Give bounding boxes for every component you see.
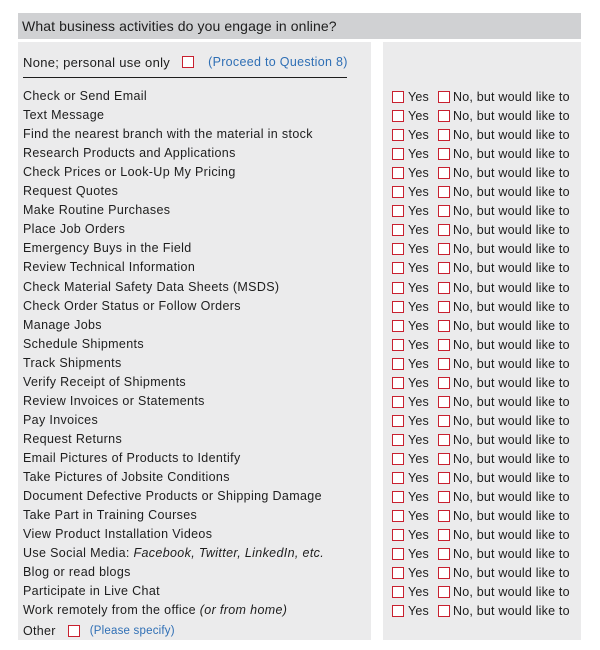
activity-text: Check Prices or Look-Up My Pricing — [23, 165, 236, 179]
no-checkbox[interactable] — [438, 472, 450, 484]
no-checkbox[interactable] — [438, 396, 450, 408]
specify-note: (Please specify) — [89, 625, 175, 637]
activity-label — [23, 125, 313, 144]
no-checkbox[interactable] — [438, 110, 450, 122]
activity-text: Research Products and Applications — [23, 146, 236, 160]
no-checkbox[interactable] — [438, 320, 450, 332]
yes-checkbox[interactable] — [392, 110, 404, 122]
answer-options — [392, 316, 570, 335]
no-checkbox[interactable] — [438, 243, 450, 255]
no-label: No, but would like to — [453, 489, 570, 504]
yes-checkbox[interactable] — [392, 262, 404, 274]
activity-text: Take Pictures of Jobsite Conditions — [23, 470, 230, 484]
yes-label: Yes — [408, 546, 429, 561]
yes-label: Yes — [408, 527, 429, 542]
no-label: No, but would like to — [453, 165, 570, 180]
yes-checkbox[interactable] — [392, 148, 404, 160]
answer-options — [392, 449, 570, 468]
no-checkbox[interactable] — [438, 358, 450, 370]
yes-label: Yes — [408, 146, 429, 161]
no-label: No, but would like to — [453, 603, 570, 618]
no-checkbox[interactable] — [438, 148, 450, 160]
no-checkbox[interactable] — [438, 453, 450, 465]
divider-line — [23, 77, 347, 78]
yes-checkbox[interactable] — [392, 586, 404, 598]
activity-label — [23, 220, 125, 239]
answer-options — [392, 144, 570, 163]
answer-options — [392, 297, 570, 316]
yes-label: Yes — [408, 299, 429, 314]
activity-text: Schedule Shipments — [23, 337, 144, 351]
yes-label: Yes — [408, 470, 429, 485]
no-label: No, but would like to — [453, 394, 570, 409]
yes-checkbox[interactable] — [392, 415, 404, 427]
yes-checkbox[interactable] — [392, 186, 404, 198]
answer-options — [392, 487, 570, 506]
no-checkbox[interactable] — [438, 167, 450, 179]
yes-label: Yes — [408, 108, 429, 123]
activity-text: Take Part in Training Courses — [23, 508, 198, 522]
yes-checkbox[interactable] — [392, 548, 404, 560]
no-checkbox[interactable] — [438, 91, 450, 103]
no-label: No, but would like to — [453, 318, 570, 333]
answer-options — [392, 468, 570, 487]
activity-text: Email Pictures of Products to Identify — [23, 451, 241, 465]
activity-text-italic: (or from home) — [199, 603, 288, 617]
answer-options — [392, 544, 570, 563]
answer-options — [392, 506, 570, 525]
activity-text: Blog or read blogs — [23, 565, 131, 579]
activity-text: Pay Invoices — [23, 413, 99, 427]
yes-checkbox[interactable] — [392, 529, 404, 541]
activity-label — [23, 449, 241, 468]
yes-checkbox[interactable] — [392, 91, 404, 103]
no-label: No, but would like to — [453, 584, 570, 599]
yes-label: Yes — [408, 394, 429, 409]
activity-label — [23, 163, 236, 182]
yes-checkbox[interactable] — [392, 472, 404, 484]
activity-text: Text Message — [23, 108, 105, 122]
no-checkbox[interactable] — [438, 224, 450, 236]
activity-label — [23, 182, 118, 201]
activity-text: Verify Receipt of Shipments — [23, 375, 186, 389]
activity-text: Manage Jobs — [23, 318, 102, 332]
no-checkbox[interactable] — [438, 282, 450, 294]
other-option-label: Other — [23, 624, 56, 638]
activity-text: Participate in Live Chat — [23, 584, 160, 598]
yes-label: Yes — [408, 241, 429, 256]
no-label: No, but would like to — [453, 146, 570, 161]
answer-options — [392, 335, 570, 354]
activity-label — [23, 487, 322, 506]
no-checkbox[interactable] — [438, 434, 450, 446]
activity-label — [23, 278, 279, 297]
yes-checkbox[interactable] — [392, 205, 404, 217]
yes-checkbox[interactable] — [392, 434, 404, 446]
activity-text: Check or Send Email — [23, 89, 148, 103]
no-label: No, but would like to — [453, 260, 570, 275]
proceed-note: (Proceed to Question 8) — [208, 55, 348, 69]
yes-checkbox[interactable] — [392, 567, 404, 579]
answer-options — [392, 87, 570, 106]
no-label: No, but would like to — [453, 356, 570, 371]
yes-checkbox[interactable] — [392, 605, 404, 617]
no-checkbox[interactable] — [438, 567, 450, 579]
no-checkbox[interactable] — [438, 548, 450, 560]
yes-checkbox[interactable] — [392, 396, 404, 408]
yes-checkbox[interactable] — [392, 129, 404, 141]
no-checkbox[interactable] — [438, 129, 450, 141]
activity-text: Review Invoices or Statements — [23, 394, 205, 408]
activity-label — [23, 239, 192, 258]
no-label: No, but would like to — [453, 280, 570, 295]
no-checkbox[interactable] — [438, 186, 450, 198]
no-label: No, but would like to — [453, 108, 570, 123]
answer-options — [392, 258, 570, 277]
activity-text: Track Shipments — [23, 356, 122, 370]
other-option-checkbox[interactable] — [68, 625, 80, 637]
activity-label — [23, 106, 104, 125]
no-label: No, but would like to — [453, 546, 570, 561]
none-option-row — [23, 52, 348, 72]
yes-label: Yes — [408, 203, 429, 218]
activity-text-italic: Facebook, Twitter, LinkedIn, etc. — [133, 546, 325, 560]
yes-checkbox[interactable] — [392, 491, 404, 503]
yes-label: Yes — [408, 413, 429, 428]
no-label: No, but would like to — [453, 527, 570, 542]
activity-label — [23, 316, 102, 335]
yes-checkbox[interactable] — [392, 224, 404, 236]
activity-text: Review Technical Information — [23, 260, 196, 274]
yes-label: Yes — [408, 565, 429, 580]
yes-checkbox[interactable] — [392, 320, 404, 332]
answer-options — [392, 220, 570, 239]
activity-text: Check Material Safety Data Sheets (MSDS) — [23, 280, 280, 294]
yes-label: Yes — [408, 451, 429, 466]
yes-checkbox[interactable] — [392, 243, 404, 255]
activity-text: Document Defective Products or Shipping Damage — [23, 489, 322, 503]
no-label: No, but would like to — [453, 184, 570, 199]
yes-label: Yes — [408, 89, 429, 104]
other-option-row — [23, 622, 175, 640]
activity-label — [23, 468, 230, 487]
activity-text: Find the nearest branch with the material in stock — [23, 127, 313, 141]
answer-options — [392, 163, 570, 182]
no-checkbox[interactable] — [438, 262, 450, 274]
no-label: No, but would like to — [453, 375, 570, 390]
no-label: No, but would like to — [453, 432, 570, 447]
activity-text: Make Routine Purchases — [23, 203, 171, 217]
no-checkbox[interactable] — [438, 415, 450, 427]
no-label: No, but would like to — [453, 451, 570, 466]
answer-options — [392, 582, 570, 601]
no-label: No, but would like to — [453, 413, 570, 428]
yes-checkbox[interactable] — [392, 358, 404, 370]
no-label: No, but would like to — [453, 565, 570, 580]
no-checkbox[interactable] — [438, 377, 450, 389]
no-label: No, but would like to — [453, 508, 570, 523]
none-option-checkbox[interactable] — [182, 56, 194, 68]
yes-checkbox[interactable] — [392, 510, 404, 522]
yes-checkbox[interactable] — [392, 453, 404, 465]
answer-options — [392, 373, 570, 392]
activity-text: Emergency Buys in the Field — [23, 241, 192, 255]
answer-options — [392, 201, 570, 220]
yes-label: Yes — [408, 260, 429, 275]
yes-label: Yes — [408, 165, 429, 180]
activity-label — [23, 258, 195, 277]
no-label: No, but would like to — [453, 222, 570, 237]
activity-label — [23, 354, 122, 373]
activity-label — [23, 582, 160, 601]
no-label: No, but would like to — [453, 241, 570, 256]
answer-options — [392, 354, 570, 373]
yes-label: Yes — [408, 127, 429, 142]
activity-label — [23, 373, 186, 392]
no-label: No, but would like to — [453, 337, 570, 352]
question-header — [18, 13, 581, 39]
no-label: No, but would like to — [453, 203, 570, 218]
activity-label — [23, 525, 212, 544]
activity-label — [23, 297, 241, 316]
activity-text: Place Job Orders — [23, 222, 126, 236]
activity-text: Check Order Status or Follow Orders — [23, 299, 241, 313]
no-label: No, but would like to — [453, 299, 570, 314]
activity-label — [23, 392, 205, 411]
activity-text: Request Quotes — [23, 184, 119, 198]
answer-options — [392, 525, 570, 544]
answer-options — [392, 430, 570, 449]
answer-options — [392, 239, 570, 258]
no-checkbox[interactable] — [438, 301, 450, 313]
activity-label — [23, 87, 147, 106]
answer-options — [392, 601, 570, 620]
activity-label — [23, 144, 236, 163]
activity-text: Request Returns — [23, 432, 123, 446]
answer-options — [392, 125, 570, 144]
activity-text: Use Social Media: — [23, 546, 134, 560]
yes-label: Yes — [408, 337, 429, 352]
no-checkbox[interactable] — [438, 605, 450, 617]
no-checkbox[interactable] — [438, 491, 450, 503]
answer-options — [392, 563, 570, 582]
answer-options — [392, 278, 570, 297]
activity-label — [23, 335, 144, 354]
yes-label: Yes — [408, 356, 429, 371]
no-label: No, but would like to — [453, 470, 570, 485]
activity-label — [23, 544, 324, 563]
yes-checkbox[interactable] — [392, 377, 404, 389]
no-checkbox[interactable] — [438, 529, 450, 541]
no-checkbox[interactable] — [438, 586, 450, 598]
no-checkbox[interactable] — [438, 510, 450, 522]
yes-label: Yes — [408, 375, 429, 390]
none-option-label: None; personal use only — [23, 54, 171, 70]
yes-label: Yes — [408, 280, 429, 295]
answer-options — [392, 392, 570, 411]
yes-label: Yes — [408, 222, 429, 237]
activity-label — [23, 201, 170, 220]
yes-label: Yes — [408, 584, 429, 599]
answer-options — [392, 411, 570, 430]
yes-checkbox[interactable] — [392, 282, 404, 294]
activity-label — [23, 411, 98, 430]
yes-label: Yes — [408, 318, 429, 333]
yes-checkbox[interactable] — [392, 339, 404, 351]
question-title: What business activities do you engage in online? — [22, 18, 337, 34]
yes-label: Yes — [408, 432, 429, 447]
no-label: No, but would like to — [453, 127, 570, 142]
yes-label: Yes — [408, 603, 429, 618]
no-checkbox[interactable] — [438, 205, 450, 217]
yes-label: Yes — [408, 489, 429, 504]
no-checkbox[interactable] — [438, 339, 450, 351]
activity-label — [23, 563, 131, 582]
answer-options — [392, 182, 570, 201]
yes-checkbox[interactable] — [392, 301, 404, 313]
yes-label: Yes — [408, 508, 429, 523]
answer-options — [392, 106, 570, 125]
activity-label — [23, 430, 122, 449]
activity-label — [23, 506, 197, 525]
yes-checkbox[interactable] — [392, 167, 404, 179]
activity-text: View Product Installation Videos — [23, 527, 213, 541]
yes-label: Yes — [408, 184, 429, 199]
activity-label — [23, 601, 287, 620]
activity-text: Work remotely from the office — [23, 603, 200, 617]
no-label: No, but would like to — [453, 89, 570, 104]
